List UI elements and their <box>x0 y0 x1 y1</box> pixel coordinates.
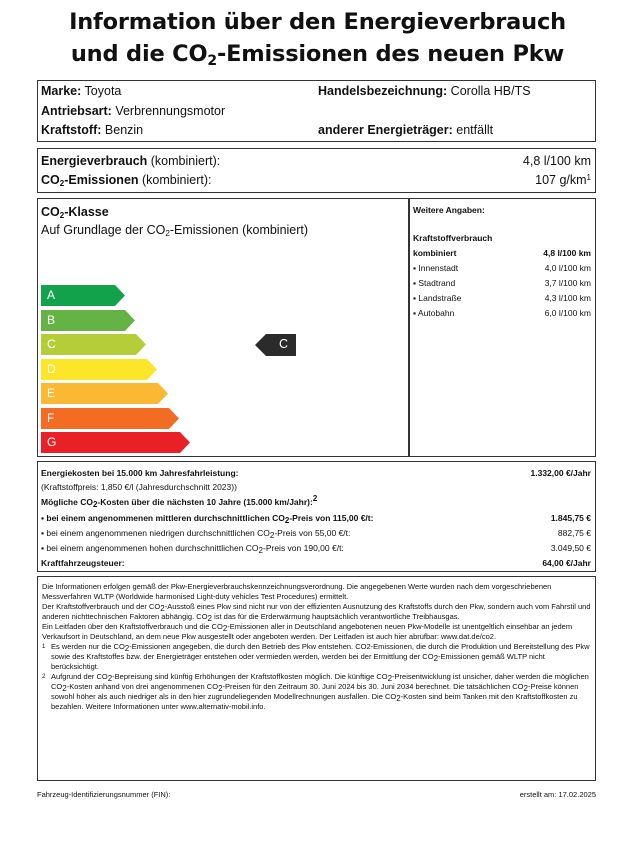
consumption-row: ▪ Innenstadt 4,0 l/100 km <box>413 263 591 273</box>
subtitle-text: Auf Grundlage der CO <box>41 223 166 237</box>
brand-value: Toyota <box>84 84 122 98</box>
co2-cost-mid-row <box>41 513 591 523</box>
co2-label-bold <box>41 173 139 187</box>
more-info-title-text: Weitere Angaben: <box>413 205 485 215</box>
fuel-title-text: Kraftstoffverbrauch <box>413 233 493 243</box>
note-text: -Emissionen aller in Deutschland angebotenen neuen Pkw-Modelle ist unentgeltlich einsehbar an jedem Verkaufsort in Deutschland, an dem neue Pkw ausgestellt oder angeboten werden. Der Leitfaden ist auch hier abrufbar: www.dat.de/co2. <box>42 622 573 641</box>
consumption-row: ▪ Autobahn 6,0 l/100 km <box>413 308 591 318</box>
co2-class-box <box>37 198 409 457</box>
note-text: Der Kraftstoffverbrauch und der CO <box>42 602 161 611</box>
co2-subscript: 2 <box>92 500 98 509</box>
co2-subscript: 2 <box>387 674 393 683</box>
energy-consumption-value: 4,8 l/100 km <box>522 154 591 168</box>
note-paragraph <box>42 622 591 642</box>
co2-emissions-value <box>535 173 591 187</box>
combined-value: 4,8 l/100 km <box>543 248 591 258</box>
class-letter: E <box>47 386 56 400</box>
co2-subscript: 2 <box>160 604 165 613</box>
current-class-label: C <box>279 337 289 351</box>
co2-text: bei einem angenommenen mittleren durchschnittlichen CO <box>46 513 285 523</box>
co2-subscript: 2 <box>433 654 439 663</box>
model-label: Handelsbezeichnung: <box>318 84 448 98</box>
co2-class-title <box>41 205 109 219</box>
co2-class-bar-a <box>41 285 125 306</box>
note-text: -Bepreisung sind künftig Erhöhungen der Kraftstoffkosten möglich. Die künftige CO <box>112 672 388 681</box>
other-energy-field <box>318 123 493 137</box>
class-arrow-icon <box>41 359 157 380</box>
combined-label: kombiniert <box>413 248 457 258</box>
co2-text: bei einem angenommenen hohen durchschnittlichen CO <box>46 543 259 553</box>
co2-text: Mögliche CO <box>41 497 93 507</box>
co2-text: -Klasse <box>64 205 109 219</box>
footnote-text <box>51 642 591 672</box>
co2-label-suffix: (kombiniert): <box>138 173 212 187</box>
footnote-marker: 1 <box>586 173 591 182</box>
co2-class-bar-g <box>41 432 190 453</box>
co2-class-bar-f <box>41 408 179 429</box>
co2-class-subtitle <box>41 223 308 237</box>
title-text: und die CO <box>70 41 208 67</box>
fuel-consumption-title <box>413 233 591 243</box>
footnote-text <box>51 672 591 712</box>
row-value: 3,7 l/100 km <box>544 278 591 288</box>
co2-text: -Preis von 55,00 €/t: <box>274 528 351 538</box>
energy-label-bold: Energieverbrauch <box>41 154 148 168</box>
drive-field <box>41 104 225 118</box>
co2-subscript: 2 <box>62 684 67 693</box>
possible-title-bold <box>41 494 318 509</box>
notes-box <box>37 576 596 781</box>
possible-co2-costs-title <box>41 494 591 509</box>
class-arrow-icon <box>41 432 190 453</box>
energy-costs-label: Energiekosten bei 15.000 km Jahresfahrleistung: <box>41 468 239 478</box>
co2-class-bar-c <box>41 334 146 355</box>
note-text: -Kosten sind beim Tanken mit den Kraftstoffkosten zu bezahlen. Weitere Informationen unter www.alternativ-mobil.info. <box>51 692 578 711</box>
drive-value: Verbrennungsmotor <box>115 104 226 118</box>
footnote-number: 1 <box>42 644 46 650</box>
pointer-arrow-icon <box>255 334 296 356</box>
footnote-2 <box>42 672 591 712</box>
row-value: 4,3 l/100 km <box>544 293 591 303</box>
fuel-field <box>41 123 143 137</box>
co2-subscript: 2 <box>218 684 223 693</box>
note-text: -Preisentwicklung ist unsicher, daher werden die möglichen CO <box>51 672 589 691</box>
co2-subscript: 2 <box>59 211 65 220</box>
class-letter: B <box>47 312 56 327</box>
footnote-marker: 2 <box>312 494 318 503</box>
co2-text: bei einem angenommenen niedrigen durchschnittlichen CO <box>46 528 270 538</box>
mid-value: 1.845,75 € <box>550 513 591 523</box>
consumption-box <box>37 148 596 193</box>
co2-subscript: 2 <box>124 644 130 653</box>
note-paragraph: Die Informationen erfolgen gemäß der Pkw-Energieverbrauchskennzeichnungsverordnung. Die angegebenen Werte wurden nach dem vorgeschriebenen Messverfahren WLTP (Worldwide harmonised Light-duty vehicles Test Procedures) ermittelt. <box>42 582 552 601</box>
co2-cost-high-row: ▪ bei einem angenommenen hohen durchschnittlichen $CO_2$-Preis von 190,00 €/t: 3.049,50 € <box>41 543 591 555</box>
co2-subscript: 2 <box>269 531 275 540</box>
energy-costs-value: 1.332,00 €/Jahr <box>530 468 591 478</box>
consumption-row: ▪ Landstraße 4,3 l/100 km <box>413 293 591 303</box>
co2-class-title-bold <box>41 205 109 219</box>
note-text: -Preisen für den Zeitraum 30. Juni 2024 bis 30. Juni 2034 berechnet. Die tatsächlichen CO <box>222 682 524 691</box>
energy-costs-row <box>41 468 591 478</box>
class-arrow-icon <box>41 334 146 355</box>
class-letter: A <box>47 288 56 302</box>
subtitle-text: -Emissionen (kombiniert) <box>169 223 309 237</box>
high-value: 3.049,50 € <box>550 543 591 553</box>
costs-box <box>37 461 596 572</box>
low-value: 882,75 € <box>557 528 591 538</box>
fuel-label: Kraftstoff: <box>41 123 102 137</box>
co2-emissions-label <box>41 173 211 187</box>
row-label: Stadtrand <box>418 278 456 288</box>
title-subscript: 2 <box>207 53 217 69</box>
title-line-1: Information über den Energieverbrauch <box>69 9 566 35</box>
vehicle-info-box <box>37 80 596 142</box>
footnote-number: 2 <box>42 674 46 680</box>
note-text: -Emissionen gemäß WLTP nicht berücksichtigt. <box>51 652 545 671</box>
co2-subscript: 2 <box>284 516 290 525</box>
row-label: Landstraße <box>418 293 462 303</box>
row-value: 4,0 l/100 km <box>544 263 591 273</box>
brand-field <box>41 84 121 98</box>
co2-text: -Emissionen <box>64 173 139 187</box>
class-letter: C <box>47 337 56 351</box>
co2-subscript: 2 <box>165 229 170 238</box>
co2-class-bar-e <box>41 383 168 404</box>
note-text: Aufgrund der CO <box>51 672 108 681</box>
note-text: -Emissionen angegeben, die durch den Betrieb des Pkw entstehen. CO2-Emissionen, die durch die Produktion und Bereitstellung des Pkw sowie des Kraftstoffes bzw. der Energieträger entstehen oder vermieden werden, werden bei der Ermittlung der CO <box>51 642 590 661</box>
other-energy-label: anderer Energieträger: <box>318 123 453 137</box>
combined-row <box>413 248 591 258</box>
class-arrow-icon <box>41 310 135 331</box>
mid-label: ▪ bei einem angenommenen mittleren durchschnittlichen $CO_2$-Preis von 115,00 €/t: <box>41 513 374 525</box>
model-value: Corolla HB/TS <box>450 84 531 98</box>
brand-label: Marke: <box>41 84 82 98</box>
co2-class-bar-d <box>41 359 157 380</box>
co2-subscript: 2 <box>396 694 401 703</box>
row-label: Innenstadt <box>418 263 459 273</box>
energy-consumption-label <box>41 154 220 168</box>
co2-subscript: 2 <box>523 684 528 693</box>
consumption-row: ▪ Stadtrand 3,7 l/100 km <box>413 278 591 288</box>
co2-value-text: 107 g/km <box>535 173 587 187</box>
model-field <box>318 84 531 98</box>
class-letter: D <box>47 361 56 376</box>
title-text: -Emissionen des neuen Pkw <box>216 41 565 67</box>
note-text: ist das für die Erderwärmung hauptsächlich verantwortliche Treibhausgas. <box>211 612 460 621</box>
class-letter: G <box>47 435 57 449</box>
tax-value: 64,00 €/Jahr <box>542 558 591 568</box>
note-paragraph <box>42 602 591 622</box>
co2-subscript: 2 <box>207 614 212 623</box>
fuel-value: Benzin <box>104 123 144 137</box>
footnote-1 <box>42 642 591 672</box>
current-class-pointer <box>255 334 296 356</box>
co2-subscript: 2 <box>222 624 228 633</box>
co2-cost-low-row: ▪ bei einem angenommenen niedrigen durchschnittlichen $CO_2$-Preis von 55,00 €/t: 882,75 € <box>41 528 591 540</box>
co2-subscript: 2 <box>258 546 263 555</box>
other-energy-value: entfällt <box>456 123 494 137</box>
note-text: Ein Leitfaden über den Kraftstoffverbrauch und die CO <box>42 622 223 631</box>
row-label: Autobahn <box>417 308 455 318</box>
row-value: 6,0 l/100 km <box>544 308 591 318</box>
co2-text: -Preis von 115,00 €/t: <box>289 513 374 523</box>
co2-text: -Kosten über die nächsten 10 Jahre (15.000 km/Jahr): <box>97 497 313 507</box>
more-info-box <box>409 198 596 457</box>
co2-subscript: 2 <box>59 179 65 188</box>
class-arrow-icon <box>41 383 168 404</box>
class-arrow-icon <box>41 408 179 429</box>
co2-text: CO <box>41 205 60 219</box>
co2-subscript: 2 <box>107 674 113 683</box>
note-text: -Kosten anhand von drei angenommenen CO <box>66 682 219 691</box>
page-title <box>0 6 635 70</box>
vehicle-tax-row <box>41 558 591 568</box>
vin-label: Fahrzeug-Identifizierungsnummer (FIN): <box>37 790 171 799</box>
note-text: -Preise können sowohl höher als auch niedriger als in den hier zugrundeliegenden Modellrechnungen ausfallen. Die CO <box>51 682 579 701</box>
co2-text: CO <box>41 173 60 187</box>
co2-text: -Preis von 190,00 €/t: <box>263 543 344 553</box>
title-line-2 <box>0 38 635 70</box>
energy-label-suffix: (kombiniert): <box>147 154 221 168</box>
tax-label: Kraftfahrzeugsteuer: <box>41 558 125 568</box>
more-info-title <box>413 205 591 215</box>
note-text: -Ausstoß eines Pkw sind nicht nur von der effizienten Ausnutzung des Kraftstoffs durch den Pkw, sondern auch vom Fahrstil und anderen nichttechnischen Faktoren abhängig. CO <box>42 602 591 621</box>
class-letter: F <box>47 410 55 425</box>
created-date: erstellt am: 17.02.2025 <box>519 790 596 799</box>
co2-class-bar-b <box>41 310 135 331</box>
drive-label: Antriebsart: <box>41 104 112 118</box>
fuel-price-note: (Kraftstoffpreis: 1,850 €/l (Jahresdurchschnitt 2023)) <box>41 482 237 492</box>
note-text: Es werden nur die CO <box>51 642 125 651</box>
